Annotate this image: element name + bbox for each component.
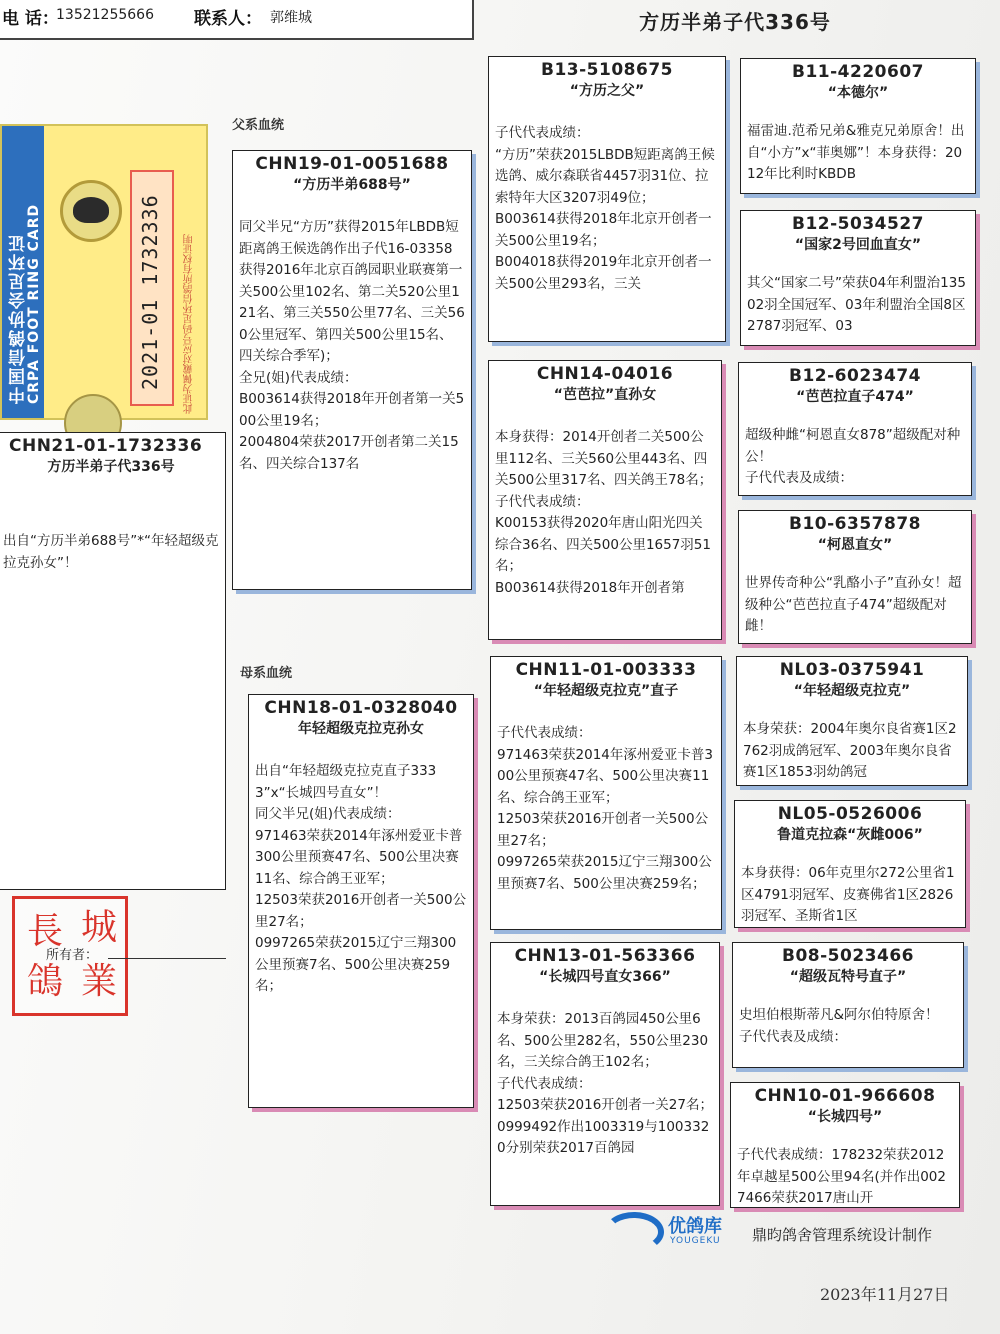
seal-char: 業 <box>80 961 117 1002</box>
ds-sire-card <box>736 656 968 786</box>
foot-ring-card <box>0 124 208 420</box>
sire-dam-id: CHN14-04016 <box>536 364 674 384</box>
sire-dam-body: 本身获得：2014开创者二关500公里112名、三关560公里443名、四关500公里317名、四关鸽王78名； 子代代表成绩： K00153获得2020年唐山阳光四关综合36名、四关500公里1657羽51名； B003614获得2018年开创者第 <box>495 429 713 596</box>
dd-sire-id: B08-5023466 <box>782 946 914 966</box>
ss-dam-id: B12-5034527 <box>792 214 924 234</box>
ds-sire-id: NL03-0375941 <box>779 660 925 680</box>
ring-card-org: 中国信鸽协会足环证 <box>9 233 29 404</box>
sd-dam-id: B10-6357878 <box>789 514 921 534</box>
ss-dam-name: “国家2号回血直女” <box>794 237 922 253</box>
ds-sire-body: 本身荣获：2004年奥尔良省赛1区2762羽成鸽冠军、2003年奥尔良省赛1区1853羽幼鸽冠 <box>743 721 957 780</box>
ring-number-box <box>130 170 174 406</box>
sire-name: “方历半弟688号” <box>293 177 411 193</box>
ss-sire-card <box>740 58 976 194</box>
sire-sire-body: 子代代表成绩： “方历”荣获2015LBDB短距离鸽王候选鸽、威尔森联省4457羽31位、拉索特年大区3207羽49位； B003614获得2018年北京开创者一关500公里19名； B004018获得2019年北京开创者一关500公里293名，三关 <box>495 125 715 292</box>
sire-section-label: 父系血统 <box>232 118 285 133</box>
dam-dam-name: “长城四号直女366” <box>539 969 671 985</box>
page-title: 方历半弟子代336号 <box>639 10 831 34</box>
sd-dam-name: “柯恩直女” <box>817 537 893 553</box>
ds-dam-card <box>734 800 966 928</box>
ring-number: 2021-01 1732336 <box>138 194 162 390</box>
sire-id: CHN19-01-0051688 <box>255 154 449 174</box>
dd-sire-body: 史坦伯根斯蒂凡&阿尔伯特原舍！ 子代代表及成绩： <box>739 1007 939 1045</box>
footer-credit: 鼎昀鸽舍管理系统设计制作 <box>752 1226 933 1244</box>
ds-dam-body: 本身获得：06年克里尔272公里省1区4791羽冠军、皮赛佛省1区2826羽冠军、圣斯省1区 <box>741 865 955 924</box>
sire-dam-name: “芭芭拉”直孙女 <box>553 387 657 403</box>
dam-dam-id: CHN13-01-563366 <box>514 946 696 966</box>
brand-name: 优鸽库 <box>668 1216 722 1237</box>
ring-card-eng: CRPA FOOT RING CARD <box>26 203 42 404</box>
dam-section-label: 母系血统 <box>240 666 293 681</box>
sd-dam-body: 世界传奇种公“乳酪小子”直孙女！超级种公“芭芭拉直子474”超级配对雌！ <box>745 575 962 634</box>
ss-sire-id: B11-4220607 <box>792 62 924 82</box>
main-bird-id: CHN21-01-1732336 <box>9 436 203 456</box>
sire-body: 同父半兄“方历”获得2015年LBDB短距离鸽王候选鸽作出子代16-03358获得2016年北京百鸽园职业联赛第一关500公里102名、第二关520公里121名、第三关550公里77名、三关560公里冠军、第四关500公里15名、四关综合季军)； 全兄(姐)代表成绩： B003614获得2018年开创者第一关500公里19名； 2004804荣获2017开创者第二关15名、四关综合137名 <box>239 219 465 472</box>
sd-sire-name: “芭芭拉直子474” <box>796 389 914 405</box>
main-bird-card <box>0 432 226 890</box>
ss-dam-card <box>740 210 976 346</box>
dam-sire-id: CHN11-01-003333 <box>515 660 697 680</box>
dd-sire-name: “超级瓦特号直子” <box>789 969 907 985</box>
seal-char: 城 <box>80 907 117 948</box>
contact-name: 郭维城 <box>270 10 312 26</box>
sire-dam-card <box>488 360 722 640</box>
dam-sire-name: “年轻超级克拉克”直子 <box>533 683 679 699</box>
sd-sire-card <box>738 362 972 496</box>
association-logo-icon <box>60 180 122 242</box>
sd-dam-card <box>738 510 972 644</box>
sd-sire-body: 超级种雌“柯恩直女878”超级配对种公！ 子代代表及成绩： <box>745 427 961 486</box>
ss-dam-body: 其父“国家二号”荣获04年利盟治13502羽全国冠军、03年利盟治全国8区2787羽冠军、03 <box>747 275 966 334</box>
ds-dam-id: NL05-0526006 <box>777 804 923 824</box>
owner-signature-line <box>108 958 226 959</box>
dd-dam-id: CHN10-01-966608 <box>754 1086 936 1106</box>
main-bird-body: 出自“方历半弟688号”*“年轻超级克拉克孙女”！ <box>3 533 219 571</box>
sire-sire-id: B13-5108675 <box>541 60 673 80</box>
phone-label: 电 话： <box>2 9 59 29</box>
sd-sire-id: B12-6023474 <box>789 366 921 386</box>
sire-card <box>232 150 472 590</box>
owner-label: 所有者： <box>46 948 99 963</box>
dd-dam-name: “长城四号” <box>807 1109 883 1125</box>
wave-logo-icon <box>604 1212 664 1252</box>
dam-id: CHN18-01-0328040 <box>264 698 458 718</box>
sire-sire-name: “方历之父” <box>569 83 645 99</box>
dd-sire-card <box>732 942 964 1068</box>
sire-sire-card <box>488 56 726 342</box>
dam-dam-card <box>490 942 720 1206</box>
ring-card-note: 此证为佩戴对应号码足环信鸽所有权证明 <box>184 234 195 414</box>
contact-label: 联系人： <box>194 9 262 29</box>
dam-name: 年轻超级克拉克孙女 <box>298 721 424 737</box>
dam-dam-body: 本身荣获：2013百鸽园450公里6名、500公里282名，550公里230名，三关综合鸽王102名； 子代代表成绩： 12503荣获2016开创者一关27名； 0999492作出1003319与1003320分别荣获2017百鸽园 <box>497 1011 713 1156</box>
seal-char: 長 <box>26 911 63 952</box>
ds-sire-name: “年轻超级克拉克” <box>793 683 911 699</box>
phone-number: 13521255666 <box>56 7 154 23</box>
ss-sire-body: 福雷迪.范希兄弟&雅克兄弟原舍！出自“小方”x“菲奥娜”！本身获得：2012年比利时KBDB <box>747 123 965 182</box>
ds-dam-name: 鲁道克拉森“灰雌006” <box>777 827 923 843</box>
dam-card <box>248 694 474 1108</box>
dam-body: 出自“年轻超级克拉克直子3333”x“长城四号直女”！ 同父半兄(姐)代表成绩： 971463荣获2014年涿州爱亚卡普300公里预赛47名、500公里决赛11名、综合鸽王亚军； 12503荣获2016开创者一关500公里27名； 0997265荣获2015辽宁三翔300公里预赛7名、500公里决赛259名； <box>255 763 467 994</box>
seal-char: 鴿 <box>26 961 63 1002</box>
dam-sire-card <box>490 656 722 930</box>
ring-card-strip <box>2 126 44 418</box>
yougeku-logo <box>604 1212 744 1256</box>
dd-dam-body: 子代代表成绩：178232荣获2012年卓越星500公里94名(并作出0027466荣获2017唐山开 <box>737 1147 946 1206</box>
dam-sire-body: 子代代表成绩： 971463荣获2014年涿州爱亚卡普300公里预赛47名、500公里决赛11名、综合鸽王亚军； 12503荣获2016开创者一关500公里27名； 0997265荣获2015辽宁三翔300公里预赛7名、500公里决赛259名； <box>497 725 713 892</box>
brand-name-en: YOUGEKU <box>670 1236 721 1246</box>
dd-dam-card <box>730 1082 960 1208</box>
main-bird-name: 方历半弟子代336号 <box>47 459 175 475</box>
ss-sire-name: “本德尔” <box>827 85 889 101</box>
contact-box <box>0 0 474 40</box>
print-date: 2023年11月27日 <box>820 1285 950 1304</box>
